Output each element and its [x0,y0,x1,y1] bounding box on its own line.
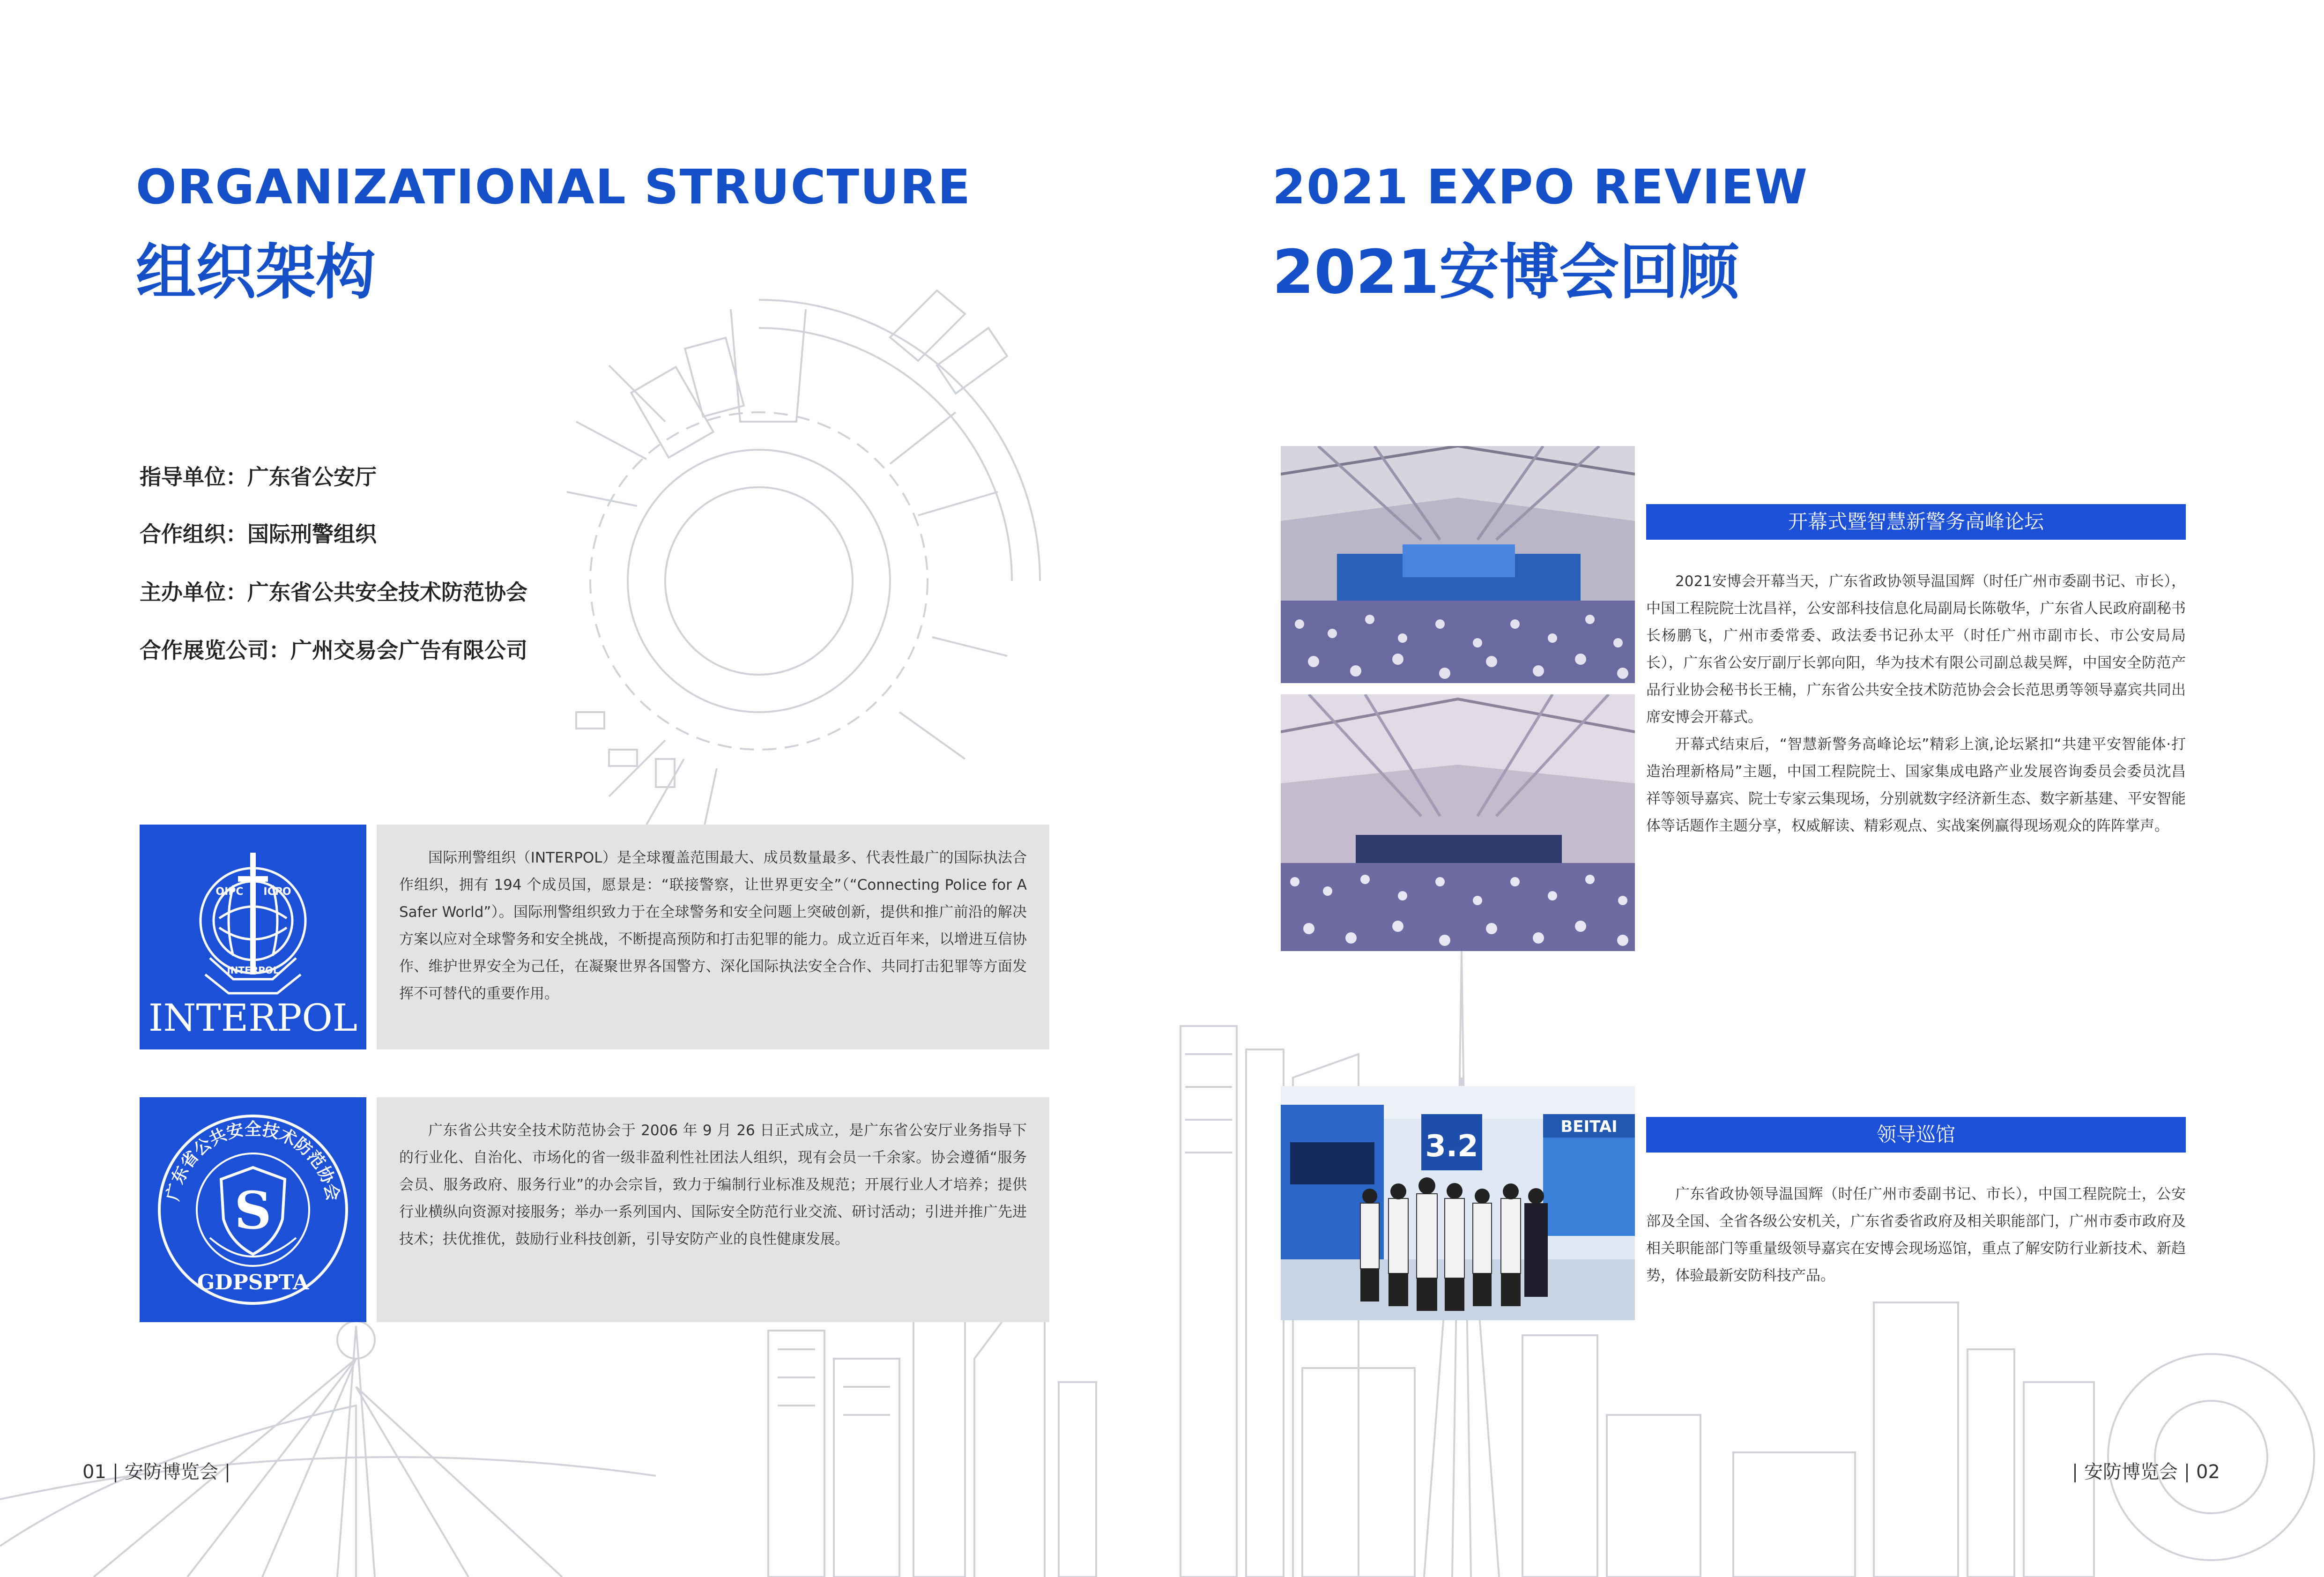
leaders-tour-photo [1281,1086,1635,1320]
org-exhibition-company: 合作展览公司：广州交易会广告有限公司 [140,638,527,663]
interpol-logo-text: INTERPOL [148,996,358,1040]
left-title-en: ORGANIZATIONAL STRUCTURE [136,159,972,215]
footer-divider [227,1464,228,1482]
org-cooperation-organization: 合作组织：国际刑警组织 [140,521,377,547]
gdpspta-logo [140,1097,366,1322]
gdpspta-seal-letter: S [234,1180,272,1241]
opening-ceremony-photo-1 [1281,446,1635,683]
interpol-description: 国际刑警组织（INTERPOL）是全球覆盖范围最大、成员数量最多、代表性最广的国际执法合作组织，拥有 194 个成员国，愿景是：“联接警察，让世界更安全”（“Connecting Police for A Safer World”）。国际刑警组织致力于在全球警务和安全问题上突破创新，提供和推广前沿的解决方案以应对全球警务和安全挑战，不断提高预防和打击犯罪的能力。成立近百年来，以增进互信协作、维护世界安全为己任，在凝聚世界各国警方、深化国际执法安全合作、共同打击犯罪等方面发挥不可替代的重要作用。 [399,849,1027,1002]
section2-banner: 领导巡馆 [1646,1117,2186,1153]
gdpspta-seal-icon [140,1097,366,1322]
interpol-logo [140,825,366,1049]
section2-text [1646,1181,2186,1289]
opening-ceremony-photo-2 [1281,694,1635,951]
right-footer-label: 安防博览会 [2084,1461,2178,1483]
footer-divider [2074,1464,2076,1482]
footer-divider [2186,1464,2188,1482]
interpol-description-box [377,825,1049,1049]
gdpspta-description: 广东省公共安全技术防范协会于 2006 年 9 月 26 日正式成立，是广东省公安厅业务指导下的行业化、自治化、市场化的省一级非盈利性社团法人组织，现有会员一千余家。协会遵循“服务会员、服务政府、服务行业”的办会宗旨，致力于编制行业标准及规范；开展行业人才培养；提供行业横纵向资源对接服务；举办一系列国内、国际安全防范行业交流、研讨活动；引进并推广先进技术；扶优推优，鼓励行业科技创新，引导安防产业的良性健康发展。 [399,1122,1027,1248]
interpol-seal-icpo: ICPO [263,886,291,898]
gdpspta-seal-arc-text: 广东省公共安全技术防范协会 [163,1119,343,1203]
org-host-unit: 主办单位：广东省公共安全技术防范协会 [140,580,527,605]
interpol-seal-oipc: OIPC [215,886,244,898]
interpol-seal-icon [140,825,366,1049]
org-guidance-unit: 指导单位：广东省公安厅 [140,464,377,490]
footer-divider [115,1464,116,1482]
section1-paragraph-1: 2021安博会开幕当天，广东省政协领导温国辉（时任广州市委副书记、市长），中国工程院院士沈昌祥，公安部科技信息化局副局长陈敬华，广东省人民政府副秘书长杨鹏飞，广州市委常委、政法委书记孙太平（时任广州市副市长、市公安局局长），广东省公安厅副厅长郭向阳，华为技术有限公司副总裁吴辉，中国安全防范产品行业协会秘书长王楠，广东省公共安全技术防范协会会长范思勇等领导嘉宾共同出席安博会开幕式。 [1646,573,2186,726]
left-page-number: 01 [82,1461,106,1483]
left-footer-label: 安防博览会 [124,1461,218,1483]
left-footer [82,1457,237,1484]
booth-number-label: 3.2 [1425,1129,1478,1164]
section1-text [1646,568,2186,840]
section2-paragraph-1: 广东省政协领导温国辉（时任广州市委副书记、市长），中国工程院院士，公安部及全国、全省各级公安机关，广东省委省政府及相关职能部门，广州市委市政府及相关职能部门等重量级领导嘉宾在安博会现场巡馆，重点了解安防行业新技术、新趋势，体验最新安防科技产品。 [1646,1186,2186,1284]
right-footer [2066,1457,2220,1484]
gdpspta-seal-bottom-text: GDPSPTA [197,1271,309,1294]
right-page-number: 02 [2196,1461,2220,1483]
gdpspta-description-box [377,1097,1049,1322]
booth-brand-label: BEITAI [1560,1117,1618,1136]
section1-paragraph-2: 开幕式结束后，“智慧新警务高峰论坛”精彩上演,论坛紧扣“共建平安智能体·打造治理新格局”主题，中国工程院院士、国家集成电路产业发展咨询委员会委员沈昌祥等领导嘉宾、院士专家云集现场，分别就数字经济新生态、数字新基建、平安智能体等话题作主题分享，权威解读、精彩观点、实战案例赢得现场观众的阵阵掌声。 [1646,736,2186,834]
interpol-seal-ribbon: INTERPOL [227,965,279,976]
right-title-en: 2021 EXPO REVIEW [1272,159,1808,215]
right-title-cn: 2021安博会回顾 [1272,238,1739,307]
section1-banner: 开幕式暨智慧新警务高峰论坛 [1646,504,2186,540]
left-title-cn: 组织架构 [136,238,376,307]
